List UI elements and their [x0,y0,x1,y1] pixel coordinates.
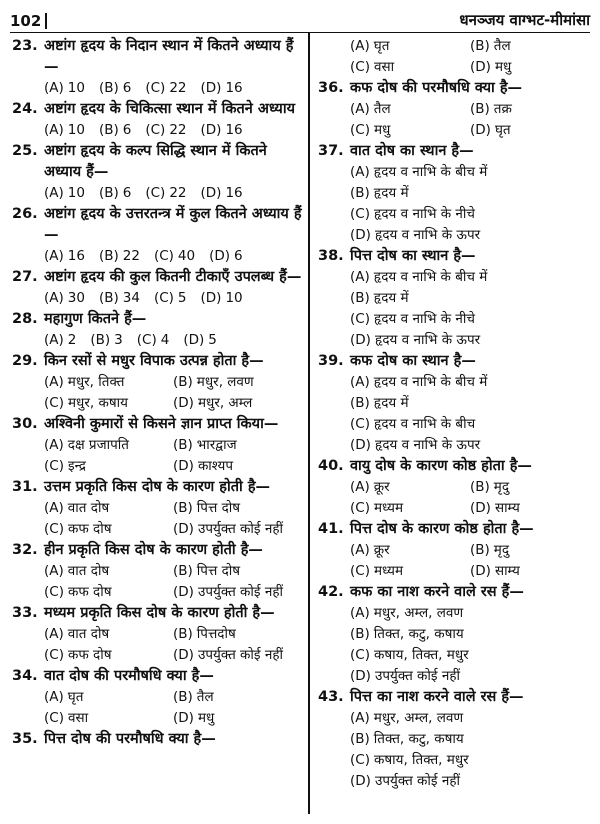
option: (C) वसा [350,59,395,75]
question-34 [12,666,302,729]
question-line [12,204,302,246]
page-number: 102 [10,12,42,30]
question-text: अष्टांग हृदय की कुल कितनी टीकाएँ उपलब्ध हैं— [44,269,302,285]
option: (D) हृदय व नाभि के ऊपर [350,332,481,348]
option: (D) 16 [200,80,243,96]
option: (B) मृदु [470,479,510,495]
option: (A) हृदय व नाभि के बीच में [350,374,488,390]
question-number: 33. [12,605,38,621]
option: (A) घृत [44,689,84,705]
question-number: 25. [12,143,38,159]
question-27 [12,267,302,309]
option-row [350,36,590,57]
question-25 [12,141,302,204]
question-line [12,603,302,624]
options [318,540,590,582]
option: (A) 10 [44,80,85,96]
options [12,78,302,99]
options [12,246,302,267]
question-text: हीन प्रकृति किस दोष के कारण होती है— [44,542,263,558]
question-line [318,582,590,603]
option: (C) कषाय, तिक्त, मधुर [350,752,469,768]
option-row [350,120,590,141]
question-text: कफ दोष का स्थान है— [350,353,476,369]
option: (B) पित्तदोष [173,626,236,642]
options [318,267,590,351]
option: (A) दक्ष प्रजापति [44,437,129,453]
option: (D) मधु [470,59,512,75]
option: (A) मधुर, तिक्त [44,374,125,390]
question-24 [12,99,302,141]
option-row [44,183,302,204]
option: (C) कफ दोष [44,521,112,537]
options [318,162,590,246]
option: (D) 16 [200,185,243,201]
option: (D) मधु [173,710,215,726]
option: (D) 6 [209,248,243,264]
question-number: 26. [12,206,38,222]
options [12,372,302,414]
option: (B) पित्त दोष [173,500,241,516]
question-line [318,351,590,372]
option: (B) तिक्त, कटु, कषाय [350,731,464,747]
option: (B) भारद्वाज [173,437,237,453]
column-divider [308,32,310,814]
option: (B) तैल [173,689,214,705]
option: (B) पित्त दोष [173,563,241,579]
option: (A) हृदय व नाभि के बीच में [350,164,488,180]
option: (C) मध्यम [350,500,404,516]
page-header [10,4,590,33]
options [318,708,590,792]
options [318,372,590,456]
option: (B) मृदु [470,542,510,558]
question-number: 29. [12,353,38,369]
option-row [44,120,302,141]
option: (B) 34 [98,290,140,306]
option: (C) हृदय व नाभि के नीचे [350,206,475,222]
question-number: 43. [318,689,344,705]
options [318,603,590,687]
question-text: पित्त दोष का स्थान है— [350,248,476,264]
question-number: 34. [12,668,38,684]
option: (C) 22 [145,185,187,201]
question-number: 41. [318,521,344,537]
option-row [350,561,590,582]
question-text: पित्त दोष की परमौषधि क्या है— [44,731,216,747]
option: (B) हृदय में [350,395,409,411]
option: (A) मधुर, अम्ल, लवण [350,605,464,621]
question-text: अश्विनी कुमारों से किसने ज्ञान प्राप्त किया— [44,416,279,432]
question-line [318,246,590,267]
options [12,687,302,729]
option-row [350,498,590,519]
option-row [350,540,590,561]
option: (D) साम्य [470,563,520,579]
question-number: 27. [12,269,38,285]
option: (B) तिक्त, कटु, कषाय [350,626,464,642]
option-row [44,393,302,414]
option: (D) काश्यप [173,458,234,474]
option: (A) वात दोष [44,563,110,579]
option-row [44,288,302,309]
option: (D) उपर्युक्त कोई नहीं [350,773,460,789]
question-line [318,141,590,162]
question-number: 31. [12,479,38,495]
question-line [12,141,302,183]
option-row [44,645,302,666]
question-line [12,477,302,498]
question-40 [318,456,590,519]
right-questions [318,78,590,792]
page-number-block [10,12,47,30]
right-column [318,36,590,792]
option: (D) मधुर, अम्ल [173,395,253,411]
option: (B) 22 [98,248,140,264]
option: (C) 22 [145,122,187,138]
option: (C) कषाय, तिक्त, मधुर [350,647,469,663]
options [12,330,302,351]
options [12,624,302,666]
option: (D) 5 [183,332,217,348]
options [12,183,302,204]
question-text: कफ दोष की परमौषधि क्या है— [350,80,523,96]
question-line [318,687,590,708]
question-39 [318,351,590,456]
option: (D) हृदय व नाभि के ऊपर [350,227,481,243]
option-row [44,519,302,540]
question-33 [12,603,302,666]
option: (C) इन्द्र [44,458,86,474]
option-row [350,99,590,120]
question-38 [318,246,590,351]
question-31 [12,477,302,540]
question-23 [12,36,302,99]
option: (B) 6 [98,122,132,138]
question-number: 37. [318,143,344,159]
option: (B) हृदय में [350,185,409,201]
option: (C) मध्यम [350,563,404,579]
question-41 [318,519,590,582]
question-29 [12,351,302,414]
option-row [44,330,302,351]
question-line [12,540,302,561]
option: (C) कफ दोष [44,647,112,663]
option-row [44,687,302,708]
question-number: 24. [12,101,38,117]
option: (C) 5 [153,290,187,306]
question-text: उत्तम प्रकृति किस दोष के कारण होती है— [44,479,271,495]
options [318,477,590,519]
option: (A) 10 [44,185,85,201]
option: (B) 6 [98,185,132,201]
options [12,120,302,141]
option: (B) 3 [90,332,123,348]
option: (B) तक्र [470,101,512,117]
question-line [318,78,590,99]
question-42 [318,582,590,687]
question-line [12,309,302,330]
option: (D) उपर्युक्त कोई नहीं [173,521,283,537]
question-30 [12,414,302,477]
option-row [44,561,302,582]
question-line [12,351,302,372]
option: (B) हृदय में [350,290,409,306]
option-row [44,78,302,99]
option-row [44,498,302,519]
question-36 [318,78,590,141]
question-number: 40. [318,458,344,474]
question-number: 23. [12,38,38,54]
option: (C) हृदय व नाभि के बीच [350,416,476,432]
option: (C) हृदय व नाभि के नीचे [350,311,475,327]
option: (C) मधुर, कषाय [44,395,128,411]
question-text: किन रसों से मधुर विपाक उत्पन्न होता है— [44,353,264,369]
header-separator [45,13,47,29]
option: (C) मधु [350,122,391,138]
question-26 [12,204,302,267]
question-37 [318,141,590,246]
question-line [12,666,302,687]
question-text: मध्यम प्रकृति किस दोष के कारण होती है— [44,605,275,621]
left-column [12,36,302,750]
question-number: 30. [12,416,38,432]
option: (A) 10 [44,122,85,138]
option: (D) 16 [200,122,243,138]
option: (A) हृदय व नाभि के बीच में [350,269,488,285]
option: (C) 22 [145,80,187,96]
question-number: 39. [318,353,344,369]
option: (A) 16 [44,248,85,264]
option-row [44,246,302,267]
question-28 [12,309,302,351]
option: (A) तैल [350,101,391,117]
question-line [12,36,302,78]
question-number: 35. [12,731,38,747]
option: (A) मधुर, अम्ल, लवण [350,710,464,726]
option: (A) वात दोष [44,500,110,516]
option: (C) 40 [153,248,196,264]
question-32 [12,540,302,603]
option: (D) घृत [470,122,511,138]
option-row [44,372,302,393]
question-text: महागुण कितने हैं— [44,311,147,327]
option: (A) वात दोष [44,626,110,642]
option-row [44,456,302,477]
question-line [12,267,302,288]
question-43 [318,687,590,792]
question-text: वात दोष की परमौषधि क्या है— [44,668,214,684]
question-line [318,519,590,540]
question-line [12,729,302,750]
option: (C) कफ दोष [44,584,112,600]
question-text: वायु दोष के कारण कोष्ठ होता है— [350,458,532,474]
option: (C) 4 [136,332,170,348]
question-35 [12,729,302,750]
option-row [350,477,590,498]
option: (D) उपर्युक्त कोई नहीं [350,668,460,684]
option-row [350,57,590,78]
option: (A) क्रूर [350,542,390,558]
question-text: अष्टांग हृदय के चिकित्सा स्थान में कितने अध्याय [44,101,295,117]
option: (D) उपर्युक्त कोई नहीं [173,584,283,600]
question-line [12,99,302,120]
question-line [12,414,302,435]
question-text: अष्टांग हृदय के कल्प सिद्धि स्थान में कितने अध्याय हैं— [44,143,267,180]
options [12,435,302,477]
option-row [44,708,302,729]
option: (D) 10 [200,290,243,306]
book-title: धनञ्जय वाग्भट-मीमांसा [459,11,590,29]
option: (A) क्रूर [350,479,390,495]
continued-options-35 [318,36,590,78]
question-number: 28. [12,311,38,327]
question-line [318,456,590,477]
option: (C) वसा [44,710,89,726]
option: (D) उपर्युक्त कोई नहीं [173,647,283,663]
option-row [44,435,302,456]
option: (A) 30 [44,290,85,306]
question-text: पित्त का नाश करने वाले रस हैं— [350,689,524,705]
option: (D) हृदय व नाभि के ऊपर [350,437,481,453]
options [318,99,590,141]
question-text: कफ का नाश करने वाले रस हैं— [350,584,524,600]
option-row [44,582,302,603]
question-text: अष्टांग हृदय के उत्तरतन्त्र में कुल कितने अध्याय हैं— [44,206,302,243]
question-number: 32. [12,542,38,558]
option: (B) तैल [470,38,511,54]
question-text: वात दोष का स्थान है— [350,143,474,159]
question-number: 36. [318,80,344,96]
options [12,498,302,540]
question-text: अष्टांग हृदय के निदान स्थान में कितने अध्याय हैं— [44,38,294,75]
option: (A) घृत [350,38,390,54]
question-number: 38. [318,248,344,264]
option: (B) 6 [98,80,132,96]
option-row [44,624,302,645]
option: (D) साम्य [470,500,520,516]
options [12,288,302,309]
question-text: पित्त दोष के कारण कोष्ठ होता है— [350,521,534,537]
options [12,561,302,603]
option: (A) 2 [44,332,77,348]
option: (B) मधुर, लवण [173,374,254,390]
question-number: 42. [318,584,344,600]
